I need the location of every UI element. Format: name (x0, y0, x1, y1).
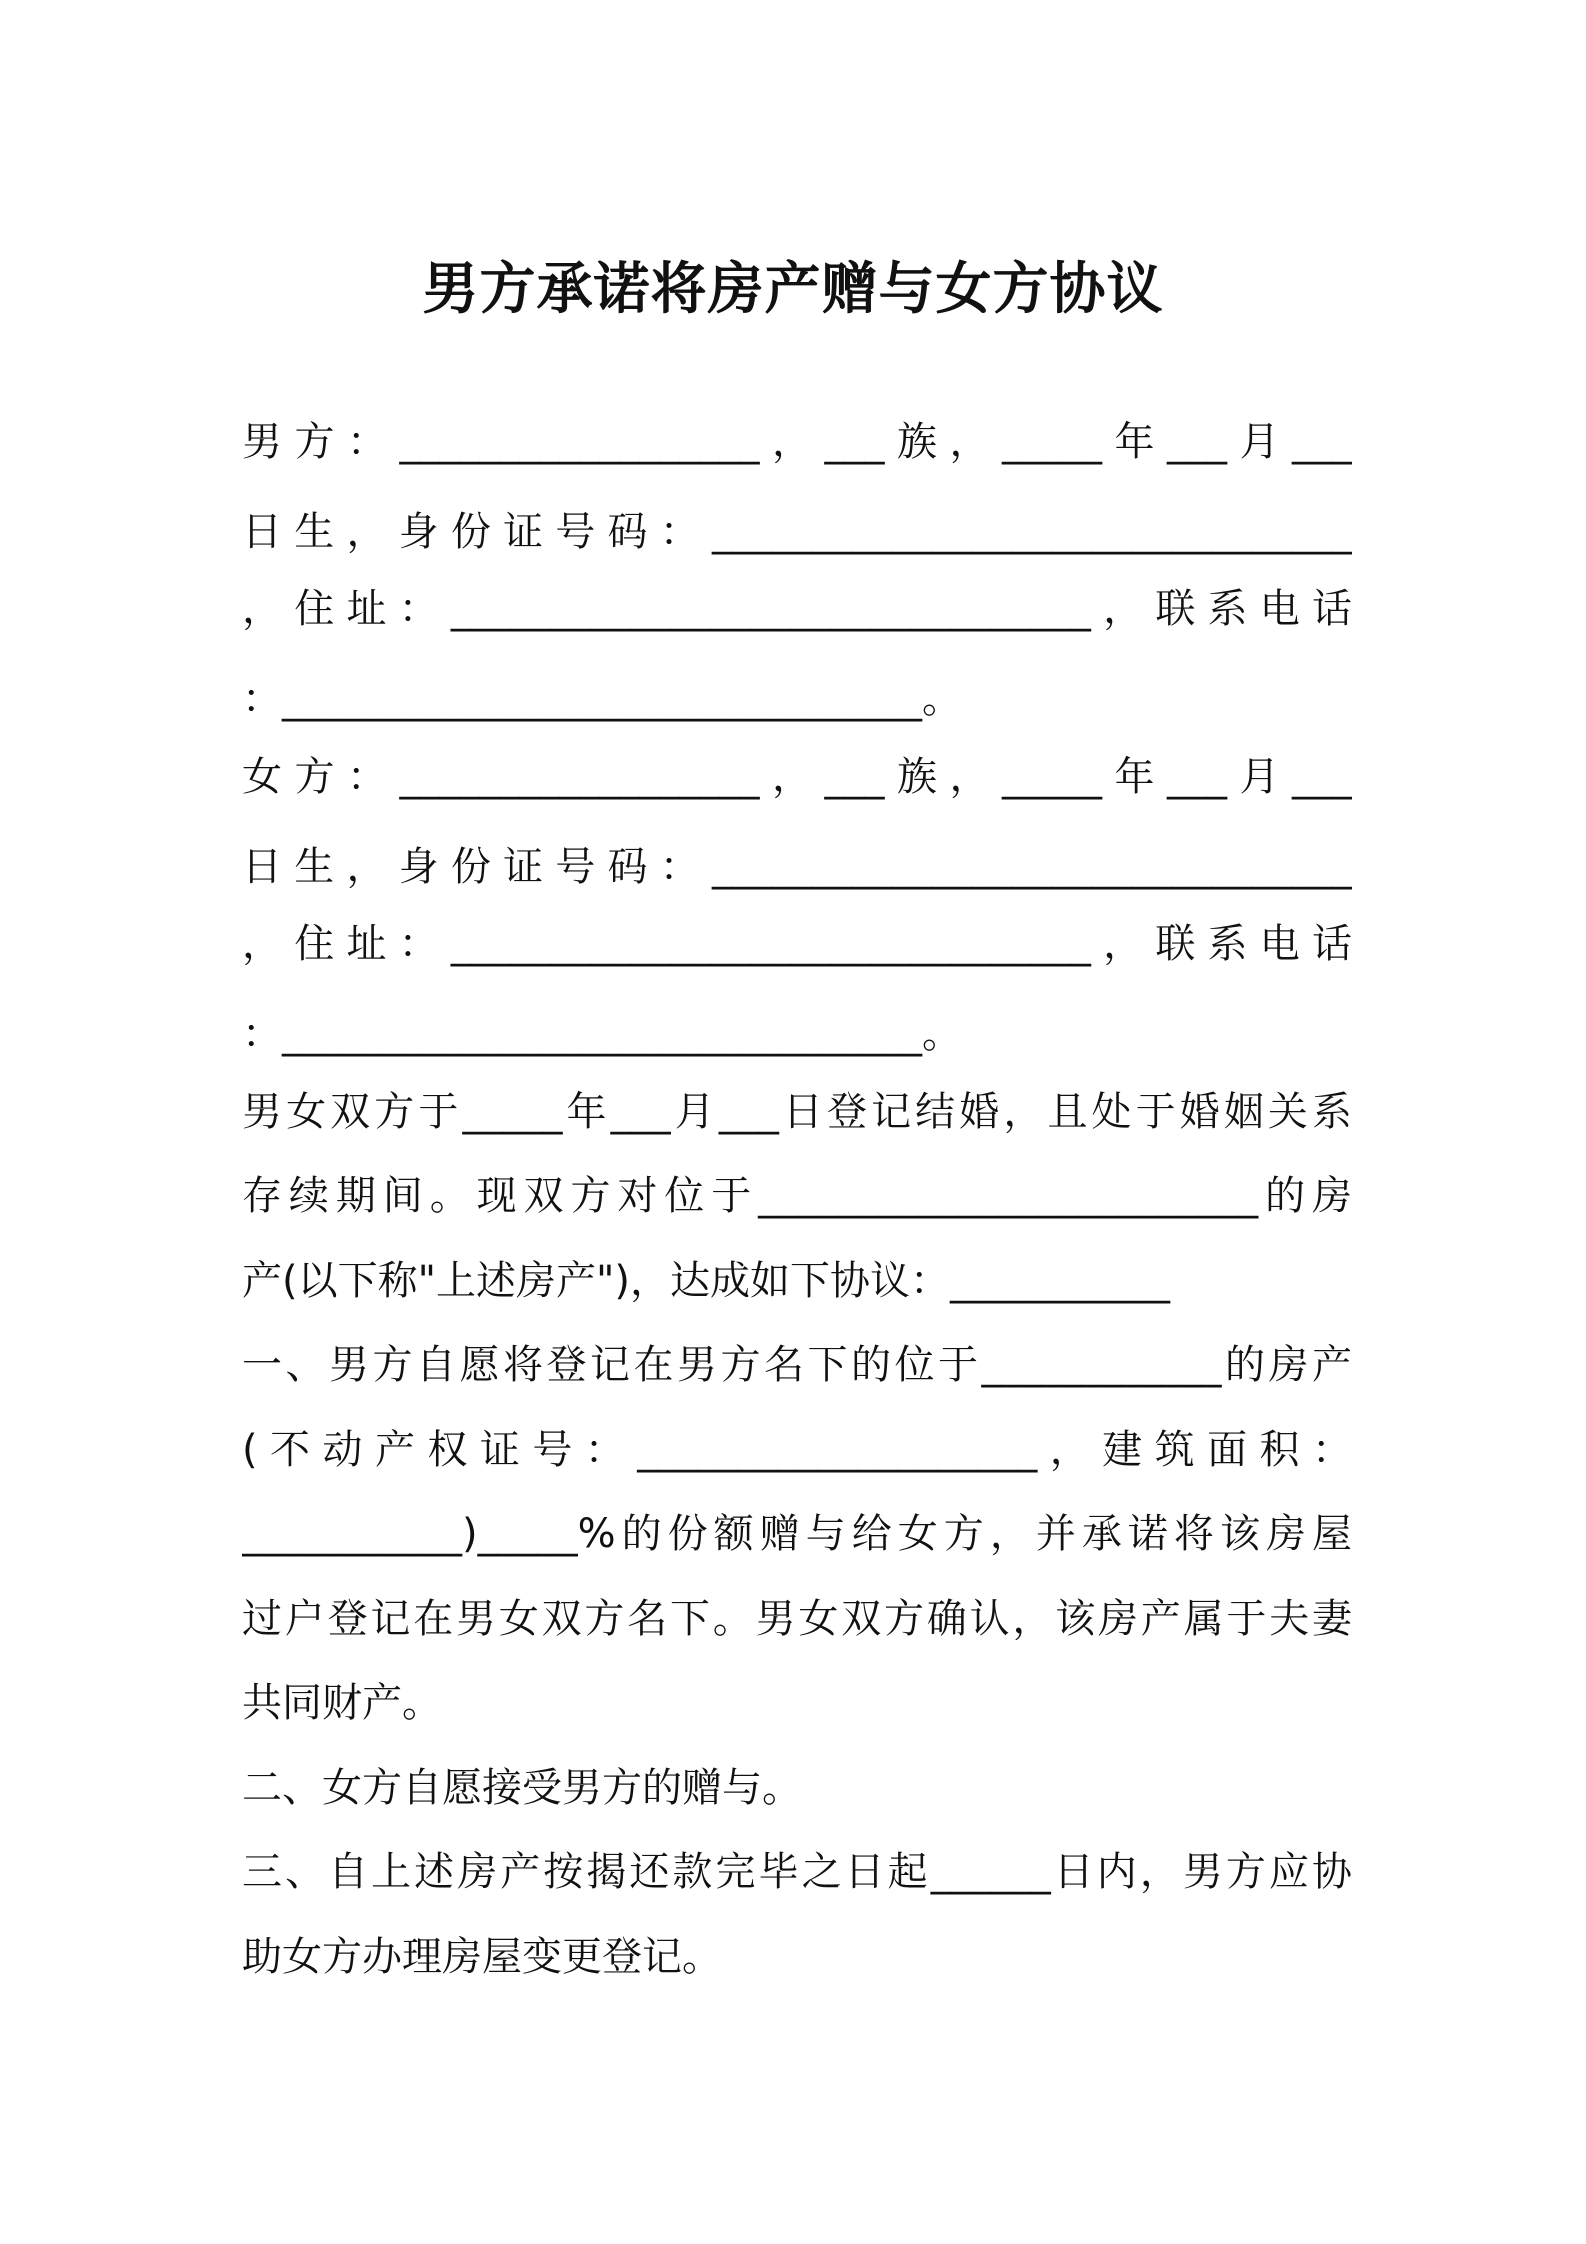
clause-1-line-3: ___________)_____%的份额赠与给女方，并承诺将该房屋 (242, 1511, 1352, 1557)
clause-1-line-4: 过户登记在男女双方名下。男女双方确认，该房产属于夫妻 (242, 1596, 1352, 1642)
marriage-line-1: 男女双方于_____年___月___日登记结婚，且处于婚姻关系 (242, 1089, 1352, 1135)
clause-3-line-1: 三、自上述房产按揭还款完毕之日起______日内，男方应协 (242, 1849, 1352, 1895)
marriage-line-3: 产(以下称"上述房产")，达成如下协议：___________ (242, 1258, 1171, 1304)
clause-3-line-2: 助女方办理房屋变更登记。 (242, 1934, 722, 1980)
female-party-line-3: ，住址：________________________________，联系电话 (242, 921, 1352, 967)
clause-1-line-5: 共同财产。 (242, 1680, 442, 1726)
female-party-line-1: 女方：__________________，___族，_____年___月___ (242, 754, 1352, 800)
document-title: 男方承诺将房产赠与女方协议 (422, 257, 1164, 322)
female-party-line-2: 日生，身份证号码：________________________________ (242, 844, 1352, 890)
male-party-line-1: 男方：__________________，___族，_____年___月___ (242, 419, 1352, 465)
male-party-line-2: 日生，身份证号码：________________________________ (242, 509, 1352, 555)
male-party-line-3: ，住址：________________________________，联系电话 (242, 586, 1352, 632)
clause-1-line-2: (不动产权证号：____________________，建筑面积： (242, 1427, 1352, 1473)
marriage-line-2: 存续期间。现双方对位于_________________________的房 (242, 1173, 1352, 1219)
male-party-line-4: ：________________________________。 (242, 676, 962, 722)
clause-2-line-1: 二、女方自愿接受男方的赠与。 (242, 1765, 802, 1811)
clause-1-line-1: 一、男方自愿将登记在男方名下的位于____________的房产 (242, 1342, 1352, 1388)
female-party-line-4: ：________________________________。 (242, 1011, 962, 1057)
